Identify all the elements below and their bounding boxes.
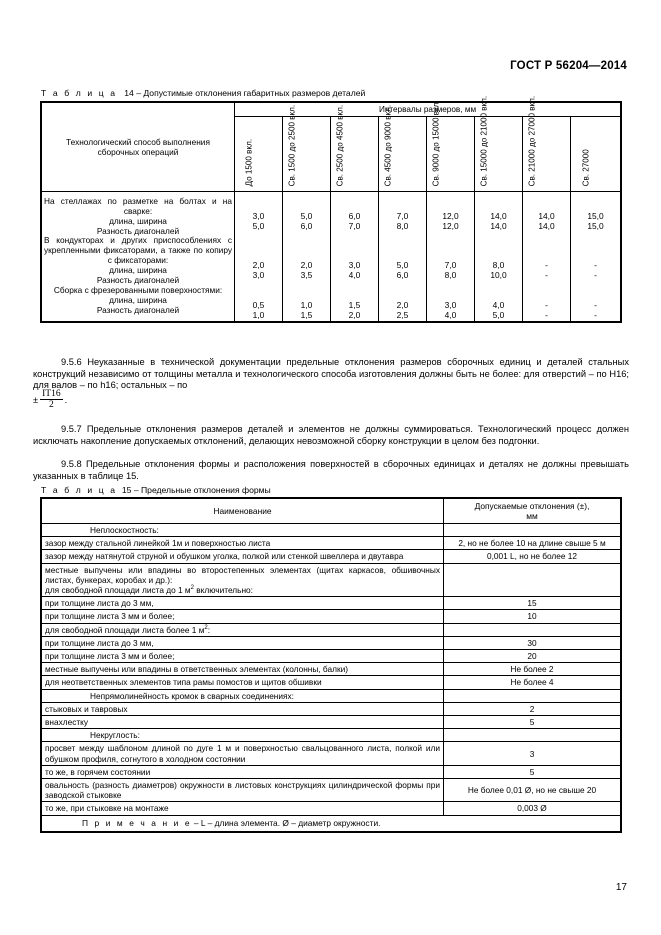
table15-cell-value: 10 bbox=[444, 610, 621, 623]
table15-cell-name: Непрямолинейность кромок в сварных соединениях: bbox=[42, 689, 444, 702]
table15-note-prefix: П р и м е ч а н и е bbox=[82, 817, 192, 828]
page-number: 17 bbox=[615, 882, 627, 893]
table15-cell-value: 0,001 L, но не более 12 bbox=[444, 550, 621, 563]
table14-line: 8,0 bbox=[396, 220, 409, 231]
table14-values-col-4 bbox=[427, 192, 475, 322]
table15-cell-value bbox=[444, 623, 621, 636]
table15-col-header-value-line1: Допускаемые отклонения (±), bbox=[474, 501, 590, 511]
table-row bbox=[42, 689, 621, 702]
table15-cell-name: для неответственных элементов типа рамы помостов и щитов обшивки bbox=[42, 676, 444, 689]
table15-col-header-value bbox=[444, 499, 621, 524]
table14-section-title: В кондукторах и других приспособлениях с укрепленными фиксаторами, а также по копиру с фиксаторами: bbox=[44, 235, 232, 266]
table15-cell-value bbox=[444, 563, 621, 597]
table14-col-header-2-label: Св. 2500 до 4500 вкл. bbox=[335, 104, 345, 186]
table15-cell-value: 5 bbox=[444, 765, 621, 778]
table15-note-row bbox=[42, 815, 621, 832]
table15-caption-prefix: Т а б л и ц а bbox=[41, 485, 118, 495]
table14-line: 3,0 bbox=[252, 270, 265, 281]
table14-line: 12,0 bbox=[442, 210, 459, 221]
formula-fraction bbox=[40, 389, 62, 410]
table14-values-col-0 bbox=[235, 192, 283, 322]
table14-line: длина, ширина bbox=[109, 265, 167, 276]
table-row bbox=[42, 729, 621, 742]
table-row bbox=[42, 623, 621, 636]
table14-line: 6,0 bbox=[396, 270, 409, 281]
table15-caption bbox=[41, 485, 271, 495]
table-row bbox=[42, 524, 621, 537]
table14-line: 5,0 bbox=[492, 309, 505, 320]
table14-line: 12,0 bbox=[442, 220, 459, 231]
table14-line: 3,0 bbox=[444, 299, 457, 310]
table14-line: 0,5 bbox=[252, 299, 265, 310]
table14-line: - bbox=[594, 260, 597, 271]
table14-body-row bbox=[42, 192, 621, 322]
table15-caption-number: 15 bbox=[121, 485, 132, 495]
table15-cell-value: 2, но не более 10 на длине свыше 5 м bbox=[444, 537, 621, 550]
table14-line: 5,0 bbox=[300, 210, 313, 221]
table14-values-col-7 bbox=[571, 192, 621, 322]
table14-line: длина, ширина bbox=[109, 294, 167, 305]
table14-line: Разность диагоналей bbox=[96, 225, 180, 236]
table15-cell-name-part: для свободной площади листа до 1 $м^2$ включительно: bbox=[45, 585, 253, 596]
table-row bbox=[42, 650, 621, 663]
table14-line: 15,0 bbox=[587, 210, 604, 221]
table14-line: 5,0 bbox=[396, 260, 409, 271]
table14-line: 6,0 bbox=[348, 210, 361, 221]
table14-line: - bbox=[545, 260, 548, 271]
table-row bbox=[42, 610, 621, 623]
table14-line: 2,0 bbox=[348, 309, 361, 320]
table14-line: 14,0 bbox=[490, 210, 507, 221]
table-row bbox=[42, 742, 621, 765]
table15-cell-value: 3 bbox=[444, 742, 621, 765]
table14-col-header-4-label: Св. 9000 до 15000 вкл. bbox=[431, 99, 441, 186]
formula-numerator: IT16 bbox=[42, 389, 61, 399]
table15-cell-name bbox=[42, 563, 444, 597]
table14-col-header-2 bbox=[331, 104, 379, 192]
table14-line: 14,0 bbox=[538, 220, 555, 231]
table14-col-header-0 bbox=[235, 117, 283, 192]
table14-line: Разность диагоналей bbox=[96, 275, 180, 286]
table15-cell-name-part: местные выпучены или впадины во второстепенных элементах (щитах каркасов, обшивочных листах, бункерах, коробах и др.): bbox=[45, 564, 440, 585]
table14-line: 8,0 bbox=[444, 270, 457, 281]
table15-cell-name: то же, в горячем состоянии bbox=[42, 765, 444, 778]
table-15 bbox=[41, 498, 621, 832]
table14-caption-number: 14 bbox=[124, 88, 134, 98]
table14-line: 1,5 bbox=[300, 309, 313, 320]
table14-col-header-1 bbox=[283, 104, 331, 192]
table15-cell-value: 15 bbox=[444, 597, 621, 610]
table14-caption-text: – Допустимые отклонения габаритных размеров деталей bbox=[136, 88, 366, 98]
table14-line: 2,0 bbox=[300, 260, 313, 271]
table14-line: - bbox=[545, 299, 548, 310]
table14-line: 7,0 bbox=[348, 220, 361, 231]
paragraph-9-5-6-formula bbox=[33, 390, 67, 411]
table14-values-col-5 bbox=[475, 192, 523, 322]
table15-cell-name: зазор между стальной линейкой 1м и поверхностью листа bbox=[42, 537, 444, 550]
table14-stub-cell bbox=[42, 192, 235, 322]
table14-line: 4,0 bbox=[492, 299, 505, 310]
table-row bbox=[42, 636, 621, 649]
table15-cell-name: Неплоскостность: bbox=[42, 524, 444, 537]
table14-section-title: На стеллажах по разметке на болтах и на сварке: bbox=[44, 195, 232, 216]
table14-col-header-4 bbox=[427, 99, 475, 192]
table14-col-header-3 bbox=[379, 104, 427, 192]
table14-line: 14,0 bbox=[538, 210, 555, 221]
table14-line: - bbox=[594, 270, 597, 281]
table14-line: 3,0 bbox=[252, 210, 265, 221]
table15-cell-value: Не более 4 bbox=[444, 676, 621, 689]
table14-line: 10,0 bbox=[490, 270, 507, 281]
table15-cell-value bbox=[444, 524, 621, 537]
formula-plusminus-sign: ± bbox=[33, 394, 39, 405]
table14-caption-prefix: Т а б л и ц а bbox=[41, 88, 118, 98]
table14-line: 5,0 bbox=[252, 220, 265, 231]
table-row bbox=[42, 537, 621, 550]
table14-line: 14,0 bbox=[490, 220, 507, 231]
table14-line: - bbox=[594, 309, 597, 320]
table15-cell-name: Некруглость: bbox=[42, 729, 444, 742]
table14-line: 4,0 bbox=[348, 270, 361, 281]
table14-line: - bbox=[545, 270, 548, 281]
table14-stub-header: Технологический способ выполнения сборочных операций bbox=[42, 103, 235, 192]
formula-period: . bbox=[64, 394, 68, 405]
table14-col-header-1-label: Св. 1500 до 2500 вкл. bbox=[287, 104, 297, 186]
table14-caption bbox=[41, 88, 365, 98]
formula-denominator: 2 bbox=[48, 400, 54, 410]
superscript: 2 bbox=[204, 624, 208, 631]
table15-cell-value: Не более 2 bbox=[444, 663, 621, 676]
table15-cell-name: зазор между натянутой струной и обушком уголка, полкой или стенкой швеллера и двутавра bbox=[42, 550, 444, 563]
table15-cell-name bbox=[42, 623, 444, 636]
paragraph-9-5-8: 9.5.8 Предельные отклонения формы и расположения поверхностей в сборочных единицах и деталях не должны превышать указанных в таблице 15. bbox=[33, 459, 629, 481]
table14-col-header-6 bbox=[523, 95, 571, 192]
table14-col-header-7-label: Св. 27000 bbox=[581, 148, 591, 186]
table-row bbox=[42, 716, 621, 729]
table14-line: длина, ширина bbox=[109, 215, 167, 226]
table15-note: П р и м е ч а н и е – L – длина элемента. Ø – диаметр окружности. bbox=[42, 815, 621, 832]
table14-line: 3,0 bbox=[348, 260, 361, 271]
table14-line: 15,0 bbox=[587, 220, 604, 231]
paragraph-9-5-7: 9.5.7 Предельные отклонения размеров деталей и элементов не должны суммироваться. Технологический процесс должен исключать накопление допускаемых отклонений, делающих невозможной сборку конструкции в целом без подгонки. bbox=[33, 424, 629, 446]
table15-cell-name-part: для свободной площади листа более 1 $м^2$: bbox=[45, 624, 211, 635]
table14-line: 7,0 bbox=[396, 210, 409, 221]
table14-values-col-1 bbox=[283, 192, 331, 322]
table15-cell-name: просвет между шаблоном длиной по дуге 1 м и поверхностью свальцованного листа, полкой или обушком профиля, согнутого в холодном состоянии bbox=[42, 742, 444, 765]
table14-line: 1,0 bbox=[300, 299, 313, 310]
document-standard-header: ГОСТ Р 56204—2014 bbox=[510, 60, 627, 72]
table14-col-header-3-label: Св. 4500 до 9000 вкл. bbox=[383, 104, 393, 186]
table14-line: 1,5 bbox=[348, 299, 361, 310]
table14-values-col-6 bbox=[523, 192, 571, 322]
table14-line: 1,0 bbox=[252, 309, 265, 320]
table14-col-header-5-label: Св. 15000 до 21000 вкл. bbox=[479, 95, 489, 186]
table14-line: 3,5 bbox=[300, 270, 313, 281]
table15-cell-value: 2 bbox=[444, 702, 621, 715]
table15-header-row bbox=[42, 499, 621, 524]
table14-section-title: Сборка с фрезерованными поверхностями: bbox=[53, 284, 223, 295]
table15-cell-name: при толщине листа до 3 мм, bbox=[42, 636, 444, 649]
table-row bbox=[42, 663, 621, 676]
table-row bbox=[42, 765, 621, 778]
table-row bbox=[42, 779, 621, 802]
table15-cell-value: 0,003 Ø bbox=[444, 802, 621, 815]
table15-cell-name: овальность (разность диаметров) окружности в листовых конструкциях цилиндрической формы при заводской стыковке bbox=[42, 779, 444, 802]
superscript: 2 bbox=[190, 585, 194, 592]
table14-line: 6,0 bbox=[300, 220, 313, 231]
table14-values-col-3 bbox=[379, 192, 427, 322]
table15-cell-name: внахлестку bbox=[42, 716, 444, 729]
table14-line: - bbox=[545, 309, 548, 320]
table-row bbox=[42, 563, 621, 597]
table14-col-header-7 bbox=[571, 117, 621, 192]
table-14 bbox=[41, 95, 621, 322]
table15-caption-text: – Предельные отклонения формы bbox=[133, 485, 271, 495]
table-row bbox=[42, 802, 621, 815]
table14-line: 2,0 bbox=[396, 299, 409, 310]
table15-cell-name: стыковых и тавровых bbox=[42, 702, 444, 715]
table15-cell-name: то же, при стыковке на монтаже bbox=[42, 802, 444, 815]
table15-cell-name: местные выпучены или впадины в ответственных элементах (колонны, балки) bbox=[42, 663, 444, 676]
table14-col-header-6-label: Св. 21000 до 27000 вкл. bbox=[527, 95, 537, 186]
table15-cell-value: 5 bbox=[444, 716, 621, 729]
table-row bbox=[42, 597, 621, 610]
table14-group-header: Интервалы размеров, мм bbox=[235, 103, 621, 117]
table15-cell-name: при толщине листа 3 мм и более; bbox=[42, 610, 444, 623]
table14-line: Разность диагоналей bbox=[96, 304, 180, 315]
table-row bbox=[42, 702, 621, 715]
table-row bbox=[42, 550, 621, 563]
paragraph-9-5-6: 9.5.6 Неуказанные в технической документации предельные отклонения размеров сборочных единиц и деталей стальных конструкций независимо от толщины металла и технологического способа изготовления должны быть не более: для отверстий – по H16; для валов – по h16; остальных – по bbox=[33, 357, 629, 391]
table-row bbox=[42, 676, 621, 689]
table15-cell-value: 20 bbox=[444, 650, 621, 663]
table14-col-header-0-label: До 1500 вкл. bbox=[244, 138, 254, 186]
table15-cell-value: 30 bbox=[444, 636, 621, 649]
table14-line: - bbox=[594, 299, 597, 310]
table14-line: 7,0 bbox=[444, 260, 457, 271]
table14-values-col-2 bbox=[331, 192, 379, 322]
table15-cell-value bbox=[444, 689, 621, 702]
table15-cell-name: при толщине листа 3 мм и более; bbox=[42, 650, 444, 663]
table14-line: 2,0 bbox=[252, 260, 265, 271]
table14-line: 4,0 bbox=[444, 309, 457, 320]
table15-cell-name: при толщине листа до 3 мм, bbox=[42, 597, 444, 610]
table15-col-header-name: Наименование bbox=[42, 499, 444, 524]
table14-col-header-5 bbox=[475, 95, 523, 192]
table15-cell-value bbox=[444, 729, 621, 742]
table15-cell-value: Не более 0,01 Ø, но не свыше 20 bbox=[444, 779, 621, 802]
table14-line: 2,5 bbox=[396, 309, 409, 320]
table14-line: 8,0 bbox=[492, 260, 505, 271]
table15-col-header-value-line2: мм bbox=[526, 511, 538, 521]
